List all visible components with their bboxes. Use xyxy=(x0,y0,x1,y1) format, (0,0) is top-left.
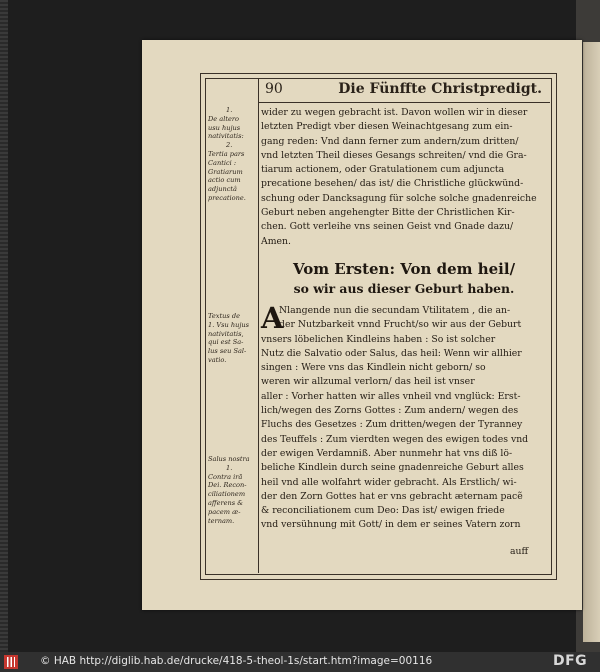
side-note-line: Contra irã xyxy=(208,472,243,481)
dfg-logo: DFG xyxy=(553,653,588,669)
side-note-2 xyxy=(208,312,256,365)
running-title: Die Fünffte Christpredigt. xyxy=(338,81,542,97)
side-note-line: precatione. xyxy=(208,193,246,202)
page-number: 90 xyxy=(265,81,283,97)
side-note-line: Dei. Recon- xyxy=(208,481,247,490)
side-note-line: De altero xyxy=(208,114,239,123)
text-line: vnd letzten Theil dieses Gesangs schreiten/ vnd die Gra- xyxy=(261,149,527,161)
text-line: des Teuffels : Zum vierdten wegen des ewigen todes vnd xyxy=(261,433,529,445)
side-note-line: Cantici : xyxy=(208,158,237,167)
side-note-line: nativitatis: xyxy=(208,132,244,141)
book-left-edge xyxy=(0,0,8,652)
text-line: lich/wegen des Zorns Gottes : Zum andern/ wegen des xyxy=(261,405,519,417)
text-line: beliche Kindlein durch seine gnadenreiche Geburt alles xyxy=(261,462,524,474)
side-note-line: usu hujus xyxy=(208,123,241,132)
side-note-line: adjunctâ xyxy=(208,185,237,194)
side-note-line: afferens & xyxy=(208,498,244,507)
text-line: weren wir allzumal verlorn/ das heil ist vnser xyxy=(261,376,475,388)
side-note-line: Textus de xyxy=(208,312,241,320)
body-text-intro xyxy=(261,106,547,249)
side-note-line: 1. xyxy=(226,106,233,114)
text-line: aller : Vorher hatten wir alles vnheil vnd vnglück: Erst- xyxy=(261,390,521,402)
side-note-line: actio cum xyxy=(208,176,241,185)
text-line: vnsers löbelichen Kindleins haben : So ist solcher xyxy=(261,333,496,345)
text-line: & reconciliationem cum Deo: Das ist/ ewigen friede xyxy=(261,505,505,517)
side-note-line: Tertia pars xyxy=(208,149,245,158)
side-note-line: pacem æ- xyxy=(208,507,241,516)
text-line: gang reden: Vnd dann ferner zum andern/zum dritten/ xyxy=(261,135,519,147)
text-line: der Nutzbarkeit vnnd Frucht/so wir aus der Geburt xyxy=(279,319,522,331)
side-note-line: lus seu Sal- xyxy=(208,347,247,356)
side-note-line: nativitatis, xyxy=(208,329,244,338)
text-line: Fluchs des Gesetzes : Zum dritten/wegen der Tyranney xyxy=(261,419,523,431)
side-note-line: 1. Vsu hujus xyxy=(208,320,250,329)
text-line: Nutz die Salvatio oder Salus, das heil: Wenn wir allhier xyxy=(261,347,522,359)
header-rule xyxy=(258,102,550,103)
source-link[interactable]: © HAB http://diglib.hab.de/drucke/418-5-theol-1s/start.htm?image=00116 xyxy=(40,655,433,667)
text-line: tiarum actionem, oder Gratulationem cum adjuncta xyxy=(261,164,505,176)
side-note-3 xyxy=(208,455,256,525)
text-line: Nlangende nun die secundam Vtilitatem , die an- xyxy=(279,305,511,316)
side-note-line: vatio. xyxy=(208,355,227,364)
text-line: der den Zorn Gottes hat er vns gebracht æternam pacẽ xyxy=(261,490,523,502)
text-line: chen. Gott verleihe vns seinen Geist vnd Gnade dazu/ xyxy=(261,221,514,233)
next-page-edge xyxy=(583,42,600,642)
text-line: Amen. xyxy=(261,235,291,247)
side-note-line: Salus nostra xyxy=(208,455,250,463)
footer-bar xyxy=(0,652,600,672)
side-note-1 xyxy=(208,106,256,203)
scanned-page xyxy=(142,40,582,610)
drop-cap: A xyxy=(261,301,284,335)
section-heading-line-2: so wir aus dieser Geburt haben. xyxy=(293,281,515,296)
text-line: letzten Predigt vber diesen Weinachtgesang zum ein- xyxy=(261,121,513,133)
barcode-icon xyxy=(4,655,18,669)
section-heading xyxy=(261,259,547,298)
body-text-main xyxy=(261,301,547,533)
text-line: der ewigen Verdamniß. Aber nunmehr hat vns diß lö- xyxy=(261,447,513,459)
margin-rule xyxy=(258,78,259,573)
side-note-line: ciliationem xyxy=(208,490,246,499)
text-line: schung oder Dancksagung für solche solche gnadenreiche xyxy=(261,192,537,204)
side-note-line: Gratiarum xyxy=(208,167,243,176)
text-line: heil vnd alle wolfahrt wider gebracht. Als Erstlich/ wi- xyxy=(261,476,517,488)
text-line: wider zu wegen gebracht ist. Davon wollen wir in dieser xyxy=(261,107,528,118)
side-note-line: ternam. xyxy=(208,516,235,525)
side-note-line: 2. xyxy=(226,141,233,150)
text-line: precatione besehen/ das ist/ die Christliche glückwünd- xyxy=(261,178,524,190)
side-note-line: qui est Sa- xyxy=(208,338,244,347)
text-line: singen : Were vns das Kindlein nicht geborn/ so xyxy=(261,362,486,374)
section-heading-line-1: Vom Ersten: Von dem heil/ xyxy=(292,260,516,278)
text-line: vnd versühnung mit Gott/ in dem er seines Vatern zorn xyxy=(261,519,521,531)
catchword: auff xyxy=(510,546,529,557)
side-note-line: 1. xyxy=(226,463,233,472)
text-line: Geburt neben angehengter Bitte der Christlichen Kir- xyxy=(261,207,515,219)
